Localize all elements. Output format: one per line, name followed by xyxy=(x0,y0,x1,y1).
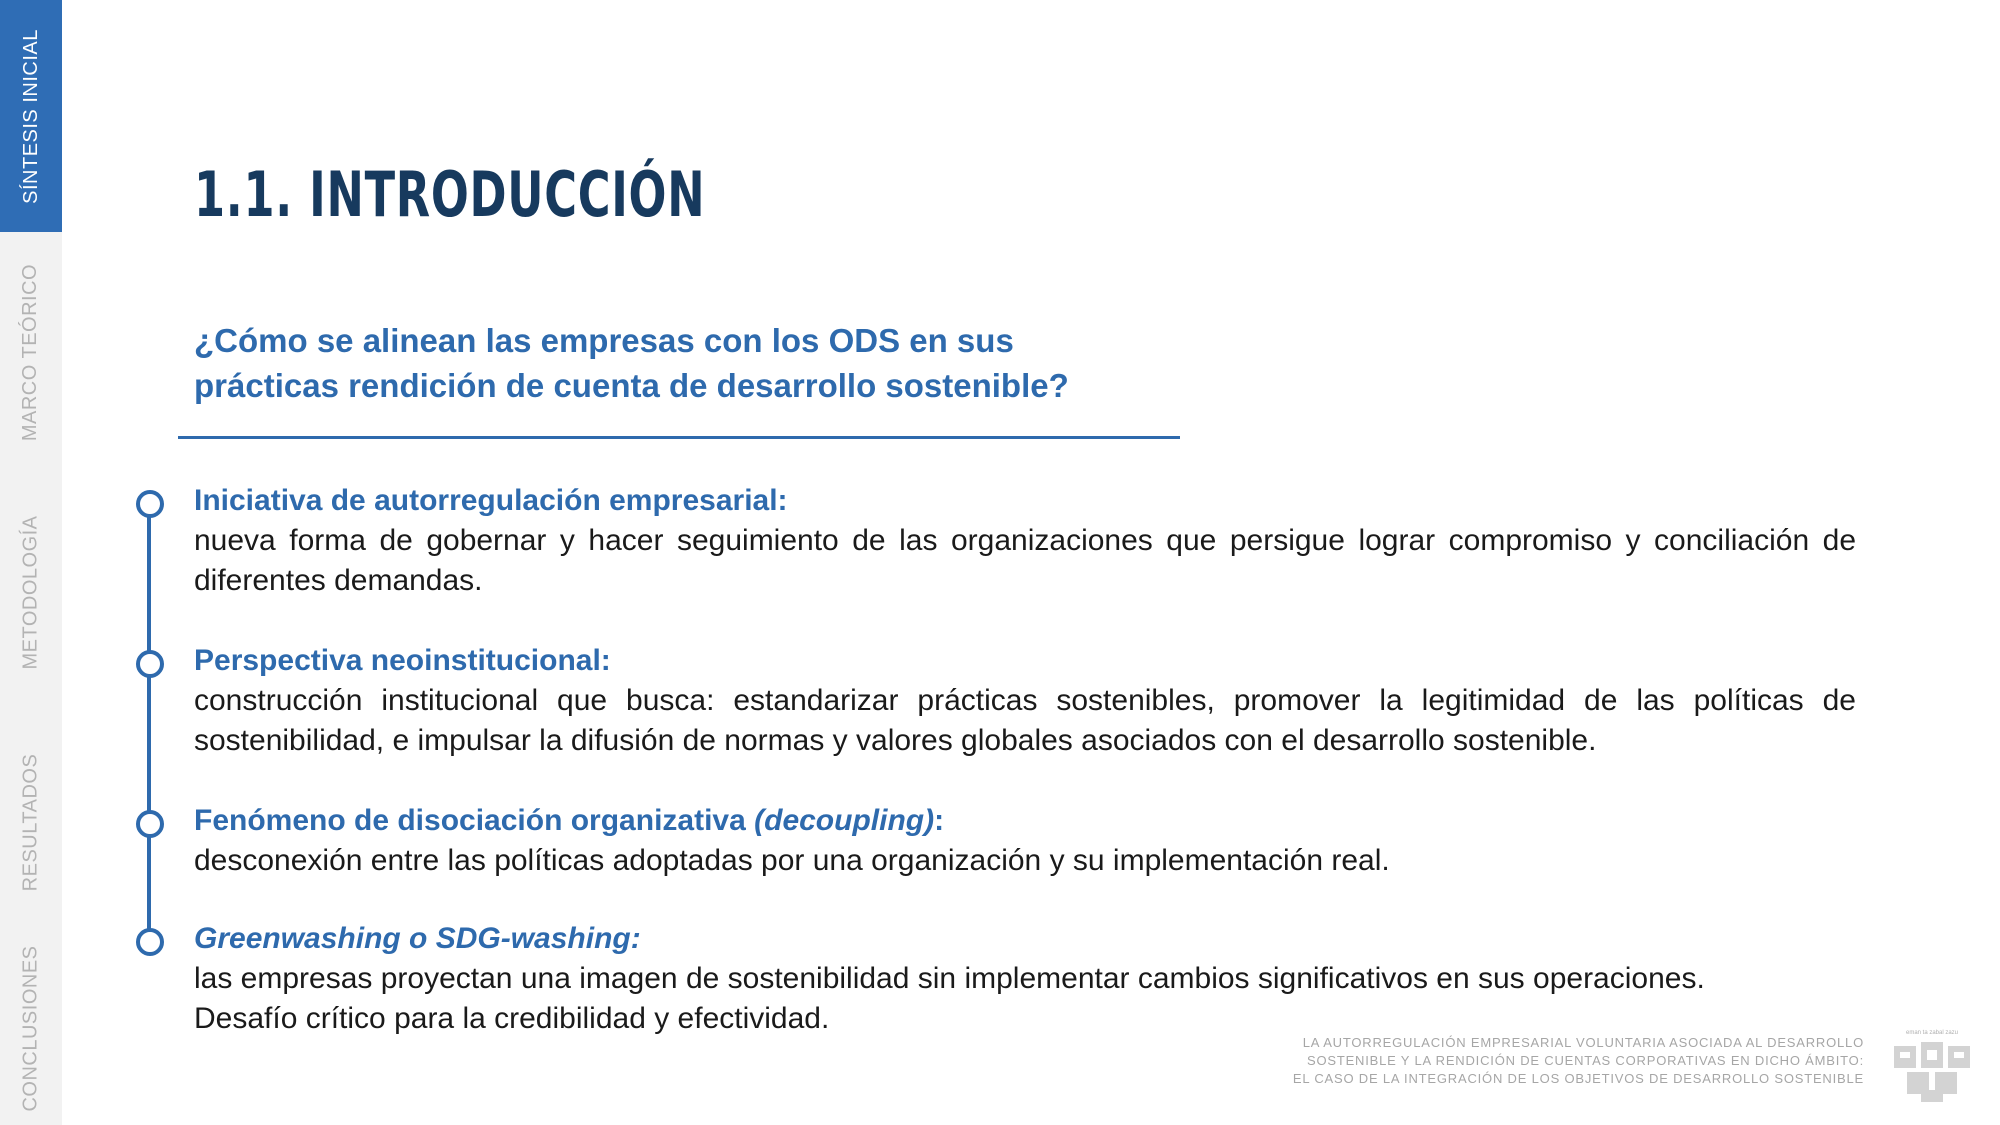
section-sidebar xyxy=(0,0,62,1125)
concept-title: Iniciativa de autorregulación empresarial: xyxy=(194,484,788,517)
concept-title: Perspectiva neoinstitucional: xyxy=(194,644,611,677)
sidebar-tab-label: MARCO TEÓRICO xyxy=(19,263,42,441)
concept-title-italic: Greenwashing o SDG-washing: xyxy=(194,922,641,955)
concept-item-decoupling xyxy=(194,801,1856,881)
footer-line: LA AUTORREGULACIÓN EMPRESARIAL VOLUNTARIA ASOCIADA AL DESARROLLO xyxy=(1302,1035,1864,1050)
concept-title xyxy=(194,801,1856,841)
concept-title-italic: (decoupling) xyxy=(754,804,935,837)
footer-line: SOSTENIBLE Y LA RENDICIÓN DE CUENTAS CORPORATIVAS EN DICHO ÁMBITO: xyxy=(1306,1053,1864,1068)
concept-description: nueva forma de gobernar y hacer seguimiento de las organizaciones que persigue lograr compromiso y conciliación de diferentes demandas. xyxy=(194,524,1856,597)
sidebar-tab-resultados[interactable] xyxy=(0,712,62,932)
timeline-node-icon xyxy=(136,490,164,518)
sidebar-tab-metodologia[interactable] xyxy=(0,472,62,712)
logo-caption: eman ta zabal zazu xyxy=(1905,1030,1959,1036)
research-question xyxy=(194,318,1194,408)
concept-item-greenwashing xyxy=(194,919,1856,1039)
concept-description: desconexión entre las políticas adoptadas por una organización y su implementación real. xyxy=(194,844,1390,877)
concept-description: construcción institucional que busca: estandarizar prácticas sostenibles, promover la legitimidad de las políticas de sostenibilidad, e impulsar la difusión de normas y valores globales asociados con el desarrollo sostenible. xyxy=(194,684,1856,757)
footer-thesis-title xyxy=(1164,1034,1864,1088)
timeline-line xyxy=(147,500,151,934)
concept-title xyxy=(194,919,1856,959)
sidebar-tab-sintesis-inicial[interactable] xyxy=(0,0,62,232)
timeline-node-icon xyxy=(136,650,164,678)
concept-item-neoinstitucional xyxy=(194,641,1856,761)
page-title: 1.1. INTRODUCCIÓN xyxy=(194,158,706,231)
timeline-node-icon xyxy=(136,928,164,956)
upv-ehu-logo-icon xyxy=(1892,1030,1972,1102)
timeline-node-icon xyxy=(136,810,164,838)
concept-description-line: Desafío crítico para la credibilidad y efectividad. xyxy=(194,1002,830,1035)
sidebar-tab-conclusiones[interactable] xyxy=(0,932,62,1125)
sidebar-tab-label: METODOLOGÍA xyxy=(19,514,42,670)
concept-item-autorregulacion xyxy=(194,481,1856,601)
concept-description xyxy=(194,959,1856,1039)
footer-line: EL CASO DE LA INTEGRACIÓN DE LOS OBJETIVOS DE DESARROLLO SOSTENIBLE xyxy=(1292,1071,1864,1086)
research-question-line: ¿Cómo se alinean las empresas con los ODS en sus xyxy=(194,322,1014,359)
sidebar-tab-label: CONCLUSIONES xyxy=(19,945,42,1112)
concept-description-line: las empresas proyectan una imagen de sostenibilidad sin implementar cambios significativos en sus operaciones. xyxy=(194,962,1705,995)
concept-title-text: Fenómeno de disociación organizativa xyxy=(194,804,755,837)
question-divider xyxy=(178,436,1180,439)
concept-title-colon: : xyxy=(934,804,945,837)
sidebar-tab-label: RESULTADOS xyxy=(19,753,42,891)
sidebar-tab-label: SÍNTESIS INICIAL xyxy=(19,28,42,204)
research-question-line: prácticas rendición de cuenta de desarrollo sostenible? xyxy=(194,367,1069,404)
sidebar-tab-marco-teorico[interactable] xyxy=(0,232,62,472)
